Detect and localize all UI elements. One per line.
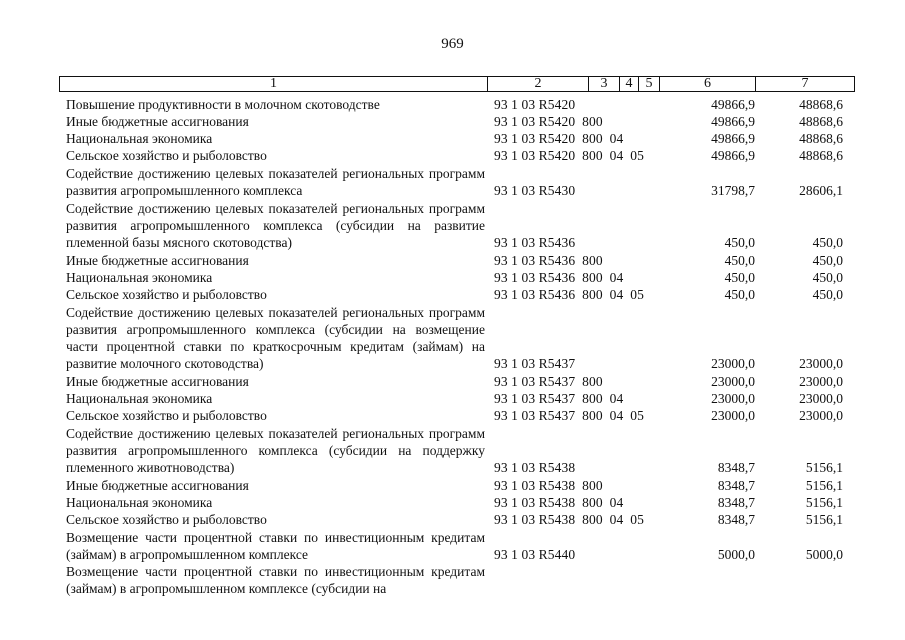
table-row	[0, 286, 905, 303]
row-value-col7: 5156,1	[805, 460, 843, 475]
row-value-col7: 48868,6	[799, 148, 843, 163]
row-description: Сельское хозяйство и рыболовство	[66, 287, 267, 302]
row-value-col6: 49866,9	[711, 131, 755, 146]
table-row	[0, 563, 905, 597]
row-description: Сельское хозяйство и рыболовство	[66, 408, 267, 423]
row-value-col6: 31798,7	[711, 183, 755, 198]
row-code: 93 1 03 R5440	[494, 547, 576, 562]
row-value-col7: 5156,1	[805, 495, 843, 510]
row-description: Сельское хозяйство и рыболовство	[66, 512, 267, 527]
row-description: Возмещение части процентной ставки по инвестиционным кредитам (займам) в агропромышленном комплексе (субсидии на	[66, 564, 485, 596]
table-row	[0, 390, 905, 407]
table-header	[59, 76, 855, 92]
row-value-col7: 5156,1	[805, 512, 843, 527]
table-row	[0, 165, 905, 199]
table-row	[0, 130, 905, 147]
row-value-col7: 450,0	[812, 287, 843, 302]
row-code: 93 1 03 R5436 800 04 05	[494, 287, 644, 302]
header-col-2: 2	[487, 77, 588, 91]
row-value-col6: 8348,7	[717, 478, 755, 493]
row-value-col6: 8348,7	[717, 512, 755, 527]
row-value-col7: 5000,0	[805, 547, 843, 562]
row-description: Иные бюджетные ассигнования	[66, 253, 249, 268]
row-value-col7: 450,0	[812, 253, 843, 268]
row-description: Иные бюджетные ассигнования	[66, 374, 249, 389]
table-row	[0, 96, 905, 113]
table-row	[0, 511, 905, 528]
row-value-col6: 49866,9	[711, 114, 755, 129]
row-code: 93 1 03 R5438	[494, 460, 576, 475]
row-value-col6: 23000,0	[711, 391, 755, 406]
row-value-col6: 450,0	[724, 287, 755, 302]
row-value-col7: 23000,0	[799, 356, 843, 371]
table-row	[0, 425, 905, 476]
header-col-7: 7	[755, 77, 854, 91]
table-row	[0, 373, 905, 390]
page-number: 969	[441, 36, 464, 52]
row-code: 93 1 03 R5438 800	[494, 478, 603, 493]
row-value-col7: 23000,0	[799, 408, 843, 423]
row-code: 93 1 03 R5436	[494, 235, 576, 250]
table-row	[0, 113, 905, 130]
row-value-col7: 450,0	[812, 270, 843, 285]
row-value-col7: 48868,6	[799, 97, 843, 112]
row-value-col7: 48868,6	[799, 131, 843, 146]
row-code: 93 1 03 R5436 800	[494, 253, 603, 268]
row-value-col6: 23000,0	[711, 374, 755, 389]
row-description: Содействие достижению целевых показателей региональных программ развития агропромышленного комплекса (субсидии на поддержку племенного животноводства)	[66, 426, 485, 475]
row-value-col7: 450,0	[812, 235, 843, 250]
row-value-col7: 23000,0	[799, 391, 843, 406]
row-description: Сельское хозяйство и рыболовство	[66, 148, 267, 163]
row-description: Иные бюджетные ассигнования	[66, 114, 249, 129]
header-col-6: 6	[659, 77, 755, 91]
row-code: 93 1 03 R5437 800 04	[494, 391, 624, 406]
row-code: 93 1 03 R5437 800 04 05	[494, 408, 644, 423]
table-row	[0, 304, 905, 372]
row-code: 93 1 03 R5420 800 04 05	[494, 148, 644, 163]
row-description: Иные бюджетные ассигнования	[66, 478, 249, 493]
row-description: Возмещение части процентной ставки по инвестиционным кредитам (займам) в агропромышленном комплексе	[66, 530, 485, 562]
row-code: 93 1 03 R5438 800 04	[494, 495, 624, 510]
row-value-col7: 5156,1	[805, 478, 843, 493]
header-col-1: 1	[270, 76, 277, 91]
row-code: 93 1 03 R5420 800	[494, 114, 603, 129]
row-description: Национальная экономика	[66, 391, 213, 406]
row-value-col6: 49866,9	[711, 97, 755, 112]
row-value-col7: 28606,1	[799, 183, 843, 198]
table-row	[0, 494, 905, 511]
row-value-col6: 450,0	[724, 253, 755, 268]
header-col-3: 3	[588, 77, 619, 91]
row-value-col6: 450,0	[724, 235, 755, 250]
header-col-4: 4	[619, 77, 638, 91]
row-description: Повышение продуктивности в молочном скотоводстве	[66, 97, 380, 112]
row-description: Национальная экономика	[66, 495, 213, 510]
row-value-col7: 48868,6	[799, 114, 843, 129]
table-row	[0, 252, 905, 269]
table-row	[0, 269, 905, 286]
header-col-5: 5	[638, 77, 659, 91]
row-code: 93 1 03 R5436 800 04	[494, 270, 624, 285]
row-value-col6: 5000,0	[717, 547, 755, 562]
table-row	[0, 407, 905, 424]
row-code: 93 1 03 R5437 800	[494, 374, 603, 389]
row-code: 93 1 03 R5420 800 04	[494, 131, 624, 146]
row-value-col7: 23000,0	[799, 374, 843, 389]
row-description: Содействие достижению целевых показателей региональных программ развития агропромышленного комплекса (субсидии на развитие племенной базы мясного скотоводства)	[66, 201, 485, 250]
row-value-col6: 8348,7	[717, 460, 755, 475]
table-row	[0, 200, 905, 251]
row-value-col6: 23000,0	[711, 408, 755, 423]
row-description: Национальная экономика	[66, 270, 213, 285]
table-row	[0, 147, 905, 164]
row-description: Содействие достижению целевых показателей региональных программ развития агропромышленного комплекса	[66, 166, 485, 198]
row-code: 93 1 03 R5430	[494, 183, 576, 198]
row-description: Содействие достижению целевых показателей региональных программ развития агропромышленного комплекса (субсидии на возмещение части процентной ставки по краткосрочным кредитам (займам) на развитие молочного скотоводства)	[66, 305, 485, 371]
row-value-col6: 49866,9	[711, 148, 755, 163]
row-value-col6: 8348,7	[717, 495, 755, 510]
table-row	[0, 529, 905, 563]
row-code: 93 1 03 R5438 800 04 05	[494, 512, 644, 527]
row-code: 93 1 03 R5437	[494, 356, 576, 371]
row-value-col6: 450,0	[724, 270, 755, 285]
row-value-col6: 23000,0	[711, 356, 755, 371]
row-code: 93 1 03 R5420	[494, 97, 576, 112]
table-row	[0, 477, 905, 494]
row-description: Национальная экономика	[66, 131, 213, 146]
